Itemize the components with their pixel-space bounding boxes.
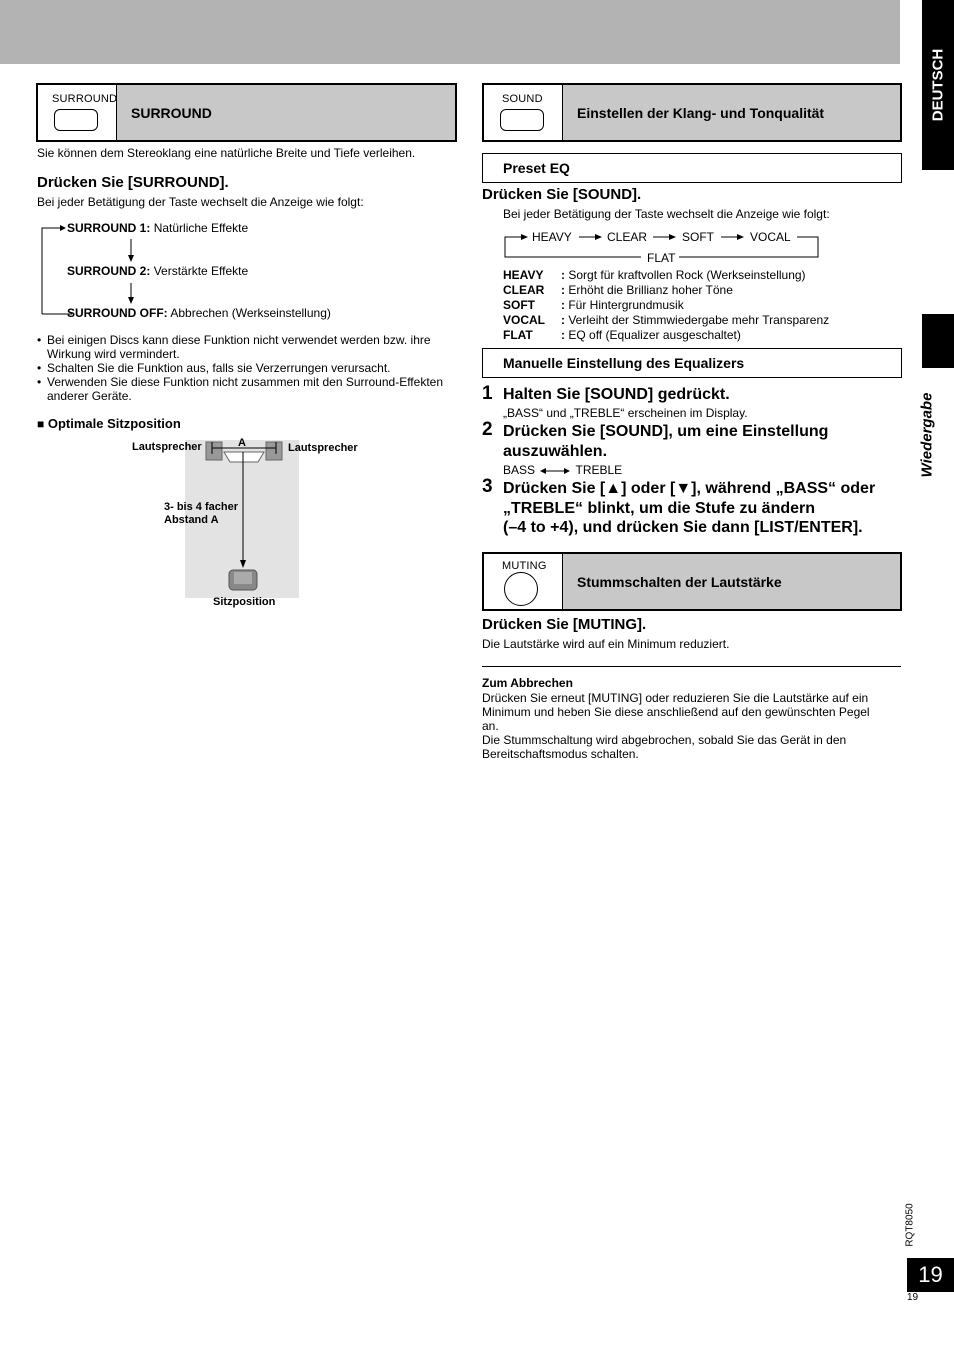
step-3-number: 3 bbox=[482, 476, 493, 497]
list-item: HEAVY : Sorgt für kraftvollen Rock (Werkseinstellung) bbox=[503, 268, 806, 282]
header-bar bbox=[0, 0, 900, 64]
double-arrow-icon bbox=[540, 466, 570, 476]
step-1-text: Halten Sie [SOUND] gedrückt. bbox=[503, 386, 730, 403]
document-code: RQT8050 bbox=[904, 1203, 916, 1247]
speaker-right-label: Lautsprecher bbox=[288, 442, 358, 454]
muting-desc: Die Lautstärke wird auf ein Minimum reduziert. bbox=[482, 637, 730, 651]
surround-button-icon: SURROUND bbox=[38, 85, 117, 140]
section-tab: Wiedergabe bbox=[918, 392, 936, 478]
eq-cycle-heavy: HEAVY bbox=[532, 230, 572, 244]
step-2-number: 2 bbox=[482, 419, 493, 440]
surround-press: Drücken Sie [SURROUND]. bbox=[37, 174, 229, 191]
sound-each-press: Bei jeder Betätigung der Taste wechselt die Anzeige wie folgt: bbox=[503, 207, 830, 221]
surround-mode-off: SURROUND OFF: Abbrechen (Werkseinstellung) bbox=[67, 306, 331, 320]
page-number-small: 19 bbox=[907, 1292, 919, 1303]
distance-label: A bbox=[238, 437, 246, 449]
speaker-left-label: Lautsprecher bbox=[132, 441, 202, 453]
eq-cycle-clear: CLEAR bbox=[607, 230, 648, 244]
muting-title: Stummschalten der Lautstärke bbox=[563, 554, 900, 609]
surround-title: SURROUND bbox=[117, 85, 455, 140]
list-item: CLEAR : Erhöht die Brillianz hoher Töne bbox=[503, 283, 733, 297]
muting-button-icon: MUTING bbox=[484, 554, 563, 609]
step-2-text: Drücken Sie [SOUND], um eine Einstellung auszuwählen. bbox=[503, 423, 829, 460]
list-item: SOFT : Für Hintergrundmusik bbox=[503, 298, 684, 312]
surround-notes bbox=[37, 333, 457, 403]
cancel-text: Drücken Sie erneut [MUTING] oder reduzieren Sie die Lautstärke auf ein Minimum und heben Sie diese anschließend auf den gewünschten Pegel an. Die Stummschaltung wird abgebrochen, sobald Sie das Gerät in den Bereitschaftsmodus schalten. bbox=[482, 691, 870, 761]
section-marker bbox=[922, 314, 954, 368]
step-1-sub: „BASS“ und „TREBLE“ erscheinen im Display. bbox=[503, 406, 748, 420]
seat-heading: ■ Optimale Sitzposition bbox=[37, 416, 181, 431]
sound-title: Einstellen der Klang- und Tonqualität bbox=[563, 85, 900, 140]
surround-mode-2: SURROUND 2: Verstärkte Effekte bbox=[67, 264, 249, 278]
step-3-text: Drücken Sie [▲] oder [▼], während „BASS“ oder „TREBLE“ blinkt, um die Stufe zu ändern (–4 to +4), und drücken Sie dann [LIST/ENTER]. bbox=[503, 480, 876, 536]
cancel-heading: Zum Abbrechen bbox=[482, 676, 573, 690]
eq-cycle-vocal: VOCAL bbox=[750, 230, 791, 244]
divider bbox=[482, 666, 901, 667]
sound-header bbox=[482, 83, 902, 142]
seat-label: Sitzposition bbox=[213, 596, 276, 608]
list-item: • Schalten Sie die Funktion aus, falls sie Verzerrungen verursacht. bbox=[37, 361, 457, 375]
manual-eq-heading: Manuelle Einstellung des Equalizers bbox=[482, 348, 902, 378]
sound-button-icon: SOUND bbox=[484, 85, 563, 140]
list-item: FLAT : EQ off (Equalizer ausgeschaltet) bbox=[503, 328, 741, 342]
step-2-sub: BASS TREBLE bbox=[503, 463, 623, 477]
distance-text: 3- bis 4 facher Abstand A bbox=[164, 501, 238, 526]
surround-header bbox=[36, 83, 457, 142]
eq-mode-list bbox=[503, 268, 829, 343]
eq-cycle-flat: FLAT bbox=[647, 251, 676, 265]
arrow-down-icon bbox=[126, 239, 136, 263]
muting-press: Drücken Sie [MUTING]. bbox=[482, 616, 647, 633]
arrow-down-icon bbox=[126, 283, 136, 305]
list-item: • Bei einigen Discs kann diese Funktion nicht verwendet werden bzw. ihre Wirkung wird vermindert. bbox=[37, 333, 457, 361]
sound-press: Drücken Sie [SOUND]. bbox=[482, 186, 642, 203]
list-item: • Verwenden Sie diese Funktion nicht zusammen mit den Surround-Effekten anderer Geräte. bbox=[37, 375, 457, 403]
surround-mode-1: SURROUND 1: Natürliche Effekte bbox=[67, 221, 249, 235]
muting-header bbox=[482, 552, 902, 611]
surround-each-press: Bei jeder Betätigung der Taste wechselt die Anzeige wie folgt: bbox=[37, 195, 364, 209]
surround-intro: Sie können dem Stereoklang eine natürliche Breite und Tiefe verleihen. bbox=[37, 146, 416, 160]
list-item: VOCAL : Verleiht der Stimmwiedergabe mehr Transparenz bbox=[503, 313, 830, 327]
page-number: 19 bbox=[907, 1258, 954, 1292]
step-1-number: 1 bbox=[482, 383, 493, 404]
language-tab: DEUTSCH bbox=[922, 0, 954, 170]
preset-eq-heading: Preset EQ bbox=[482, 153, 902, 183]
eq-cycle-soft: SOFT bbox=[682, 230, 714, 244]
